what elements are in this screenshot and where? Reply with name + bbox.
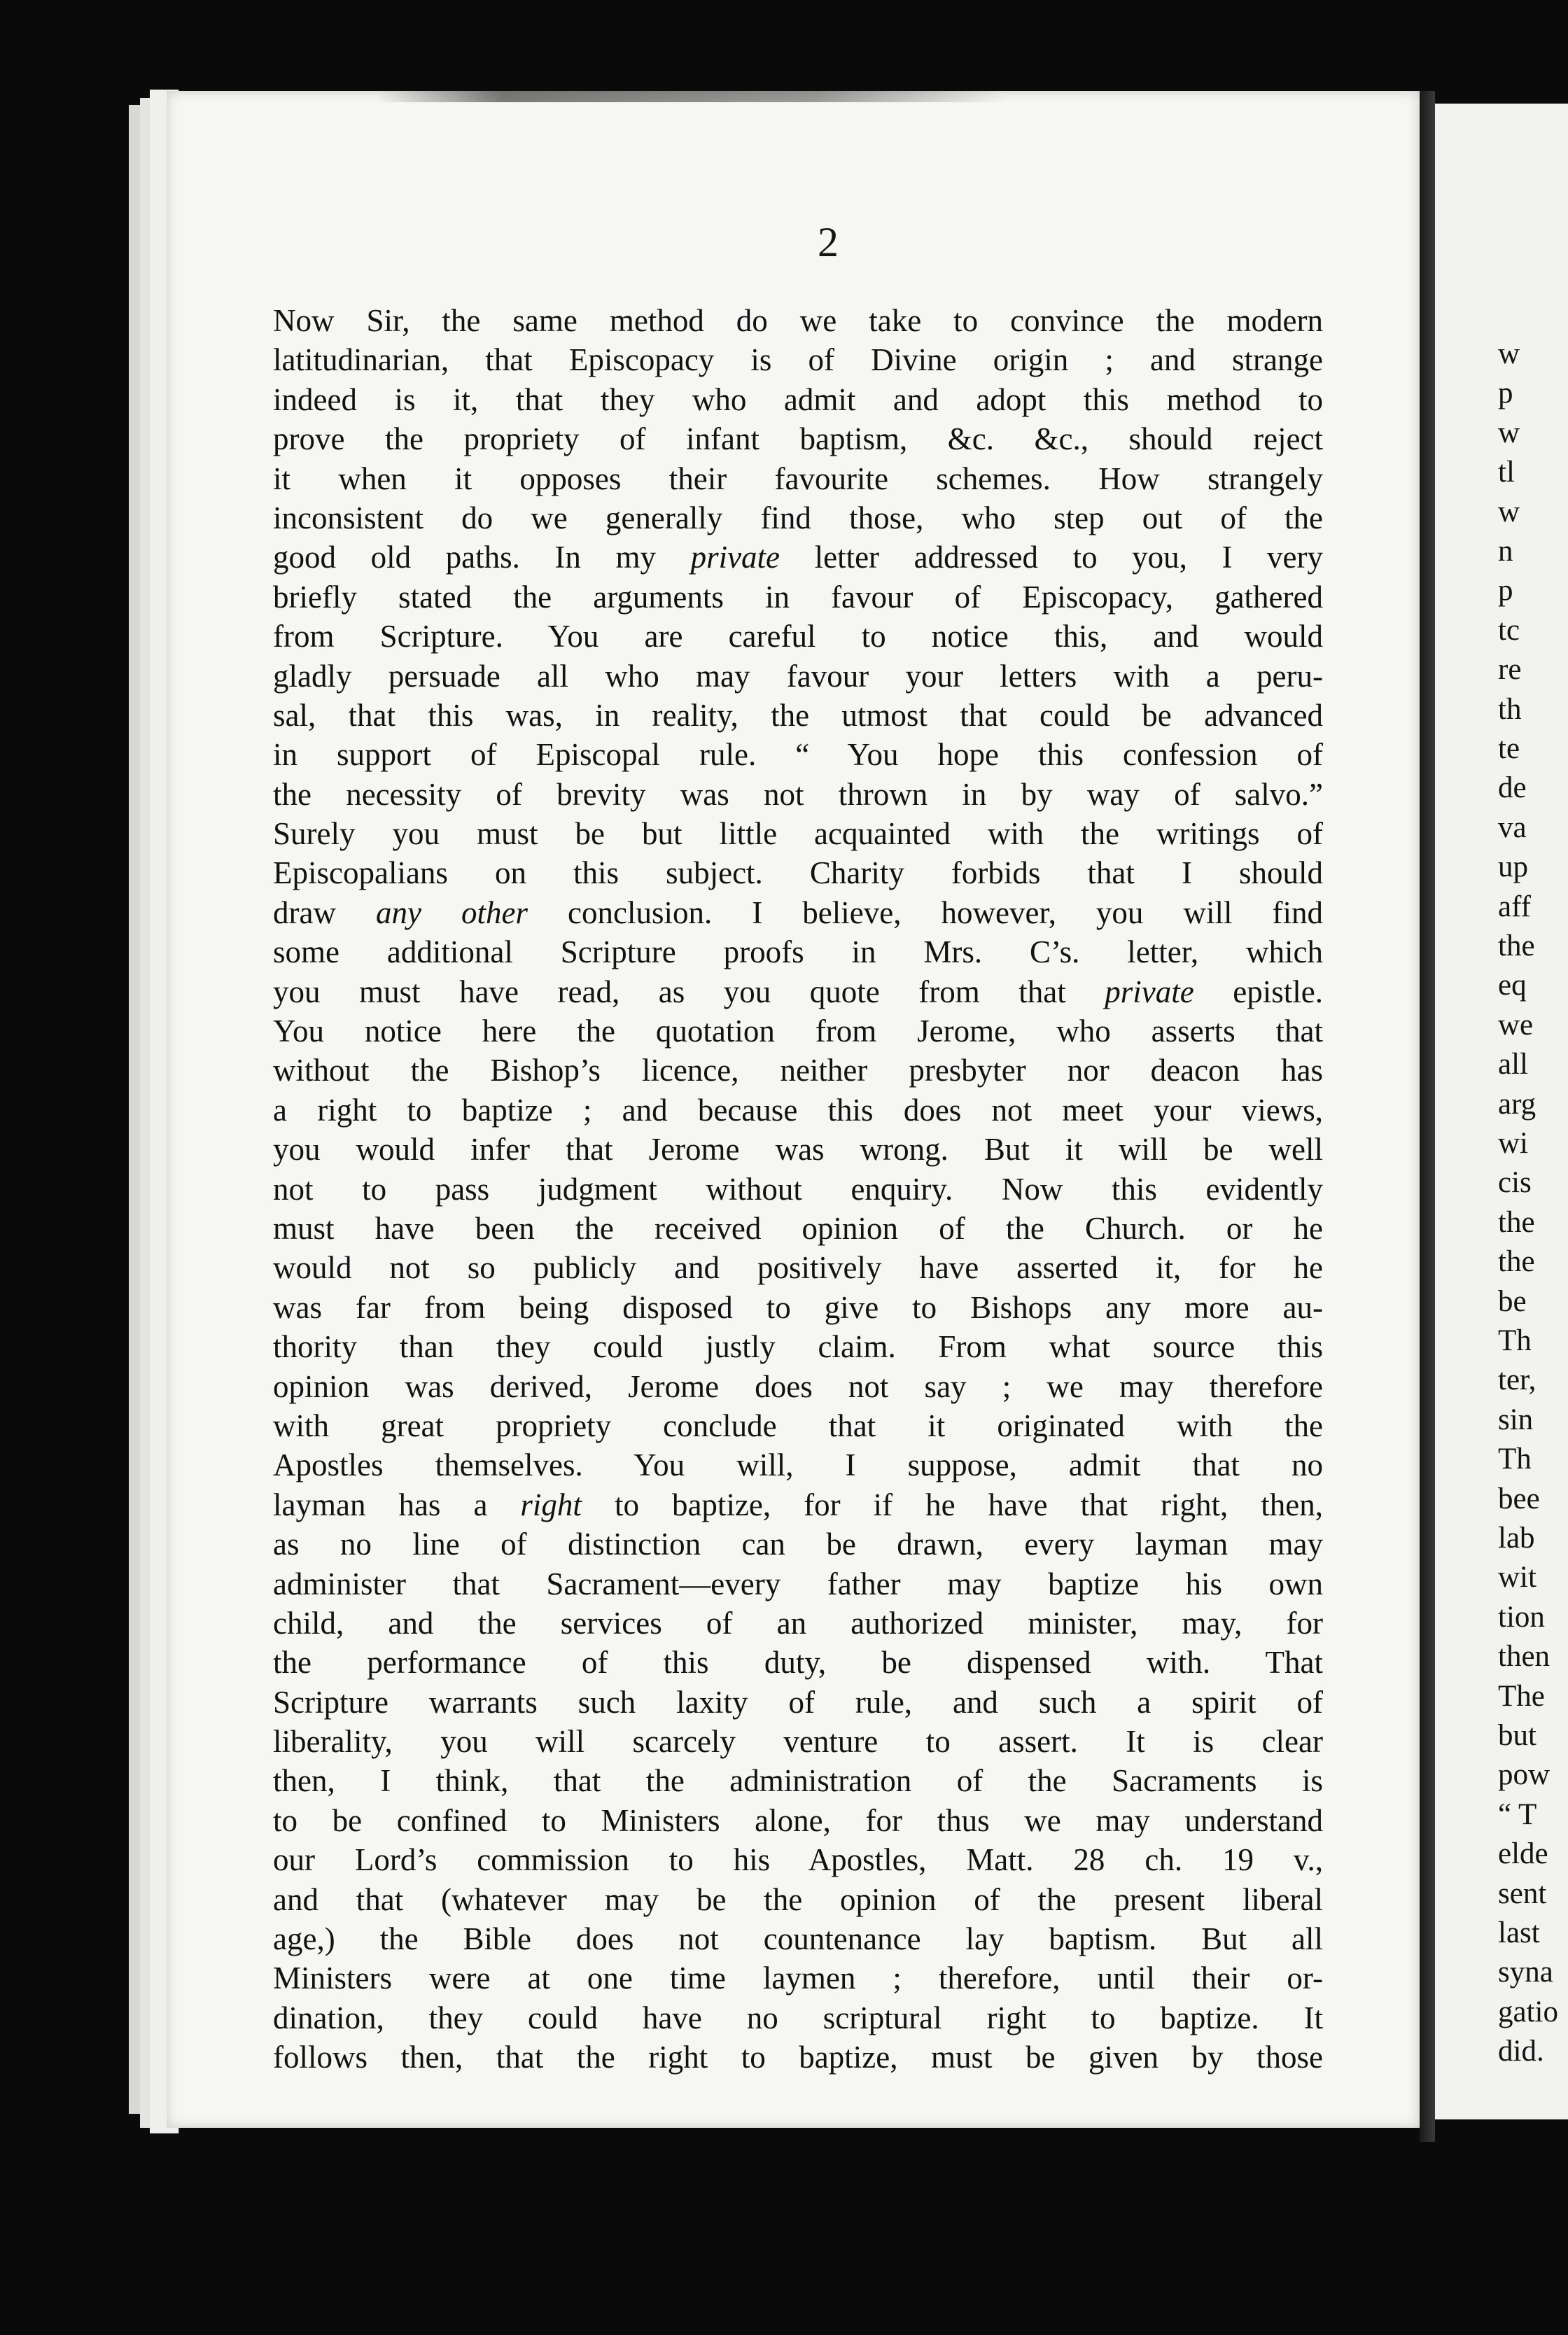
- text-line: [273, 1919, 1323, 1958]
- text-line: [273, 380, 1323, 419]
- text-line: [273, 340, 1323, 379]
- facing-page-fragment: elde: [1498, 1837, 1548, 1871]
- text-line: [273, 577, 1323, 617]
- text-run: some additional Scripture proofs in Mrs. C’s. letter, which: [273, 934, 1323, 970]
- text-line: [273, 893, 1323, 932]
- text-line: [273, 1524, 1323, 1564]
- text-run: you would infer that Jerome was wrong. But it will be well: [273, 1132, 1323, 1168]
- text-line: [273, 1643, 1323, 1682]
- text-run: Apostles themselves. You will, I suppose, admit that no: [273, 1447, 1323, 1483]
- text-line: [273, 538, 1323, 577]
- text-line: [273, 1091, 1323, 1130]
- text-run: with great propriety conclude that it originated with the: [273, 1408, 1323, 1443]
- facing-page-fragment: we: [1498, 1008, 1534, 1042]
- text-run: the necessity of brevity was not thrown in by way of salvo.”: [273, 776, 1323, 812]
- facing-page-fragment: the: [1498, 1245, 1535, 1279]
- text-run: was far from being disposed to give to Bishops any more au-: [273, 1289, 1323, 1325]
- facing-page-fragment: syna: [1498, 1956, 1553, 1989]
- text-line: [273, 735, 1323, 774]
- text-run: layman has a: [273, 1487, 521, 1522]
- text-run: you must have read, as you quote from that: [273, 974, 1105, 1009]
- facing-page-fragment: The: [1498, 1679, 1545, 1713]
- facing-page-fragment: did.: [1498, 2035, 1544, 2068]
- italic-text-run: private: [690, 540, 780, 575]
- text-run: child, and the services of an authorized minister, may, for: [273, 1605, 1323, 1641]
- text-run: without the Bishop’s licence, neither presbyter nor deacon has: [273, 1053, 1323, 1088]
- text-line: [273, 1604, 1323, 1643]
- text-run: dination, they could have no scriptural right to baptize. It: [273, 2000, 1323, 2035]
- italic-text-run: any other: [376, 895, 528, 930]
- text-run: to be confined to Ministers alone, for thus we may understand: [273, 1802, 1323, 1838]
- facing-page-fragment: sent: [1498, 1877, 1547, 1910]
- text-run: must have been the received opinion of the Church. or he: [273, 1210, 1323, 1246]
- text-line: [273, 1367, 1323, 1406]
- facing-page-fragment: ter,: [1498, 1363, 1536, 1397]
- text-line: [273, 1406, 1323, 1445]
- text-line: [273, 1564, 1323, 1604]
- facing-page-fragment: tc: [1498, 613, 1520, 647]
- italic-text-run: right: [520, 1487, 582, 1522]
- facing-page-fragment: w: [1498, 337, 1520, 370]
- text-line: [273, 1801, 1323, 1840]
- text-run: our Lord’s commission to his Apostles, Matt. 28 ch. 19 v.,: [273, 1842, 1323, 1878]
- facing-page-fragment: lab: [1498, 1522, 1535, 1555]
- facing-page-fragment: th: [1498, 692, 1522, 726]
- torn-edge-shadow: [377, 91, 1007, 102]
- facing-page-fragment: sin: [1498, 1403, 1534, 1436]
- facing-page-fragment: te: [1498, 732, 1520, 765]
- text-line: [273, 1445, 1323, 1485]
- text-line: [273, 1248, 1323, 1287]
- facing-page-fragment: tion: [1498, 1600, 1545, 1634]
- facing-page-fragment: p: [1498, 377, 1513, 410]
- text-run: briefly stated the arguments in favour of Episcopacy, gathered: [273, 579, 1323, 615]
- facing-page-fragment: va: [1498, 811, 1527, 844]
- page-number: 2: [818, 219, 839, 265]
- text-run: in support of Episcopal rule. “ You hope this confession of: [273, 737, 1323, 773]
- text-run: You notice here the quotation from Jerome, who asserts that: [273, 1014, 1323, 1049]
- text-line: [273, 696, 1323, 735]
- text-line: [273, 2038, 1323, 2077]
- facing-page-fragment: Th: [1498, 1324, 1532, 1357]
- text-line: [273, 932, 1323, 972]
- text-run: sal, that this was, in reality, the utmost that could be advanced: [273, 697, 1323, 733]
- text-line: [273, 1130, 1323, 1169]
- text-run: epistle.: [1194, 974, 1324, 1009]
- facing-page-fragment: up: [1498, 850, 1528, 884]
- text-run: follows then, that the right to baptize, must be given by those: [273, 2040, 1323, 2075]
- facing-page-fragment: then: [1498, 1640, 1550, 1674]
- text-run: liberality, you will scarcely venture to assert. It is clear: [273, 1724, 1323, 1760]
- text-line: [273, 1683, 1323, 1722]
- text-line: [273, 1998, 1323, 2038]
- text-run: then, I think, that the administration of the Sacraments is: [273, 1763, 1323, 1799]
- text-run: would not so publicly and positively have asserted it, for he: [273, 1250, 1323, 1286]
- text-run: gladly persuade all who may favour your letters with a peru-: [273, 658, 1323, 694]
- text-line: [273, 657, 1323, 696]
- text-line: [273, 1958, 1323, 1998]
- text-line: [273, 972, 1323, 1011]
- facing-page-fragment: p: [1498, 574, 1513, 608]
- text-line: [273, 1761, 1323, 1800]
- text-line: [273, 617, 1323, 656]
- text-line: [273, 1288, 1323, 1327]
- text-run: indeed is it, that they who admit and adopt this method to: [273, 381, 1323, 417]
- facing-page: [1435, 104, 1568, 2119]
- text-line: [273, 1840, 1323, 1879]
- text-run: administer that Sacrament—every father may baptize his own: [273, 1566, 1323, 1601]
- facing-page-fragment: “ T: [1498, 1797, 1537, 1831]
- text-line: [273, 853, 1323, 892]
- facing-page-fragment: Th: [1498, 1443, 1532, 1476]
- text-run: Surely you must be but little acquainted with the writings of: [273, 816, 1323, 852]
- facing-page-fragment: w: [1498, 495, 1520, 528]
- text-run: Now Sir, the same method do we take to convince the modern: [273, 303, 1323, 338]
- text-run: Episcopalians on this subject. Charity forbids that I should: [273, 855, 1323, 891]
- facing-page-fragment: eq: [1498, 969, 1527, 1002]
- facing-page-fragment: all: [1498, 1048, 1528, 1081]
- text-line: [273, 459, 1323, 498]
- text-run: Ministers were at one time laymen ; therefore, until their or-: [273, 1961, 1323, 1996]
- italic-text-run: private: [1105, 974, 1194, 1009]
- facing-page-fragment: aff: [1498, 890, 1531, 923]
- text-run: good old paths. In my: [273, 540, 691, 575]
- facing-page-fragment: re: [1498, 653, 1522, 687]
- text-run: latitudinarian, that Episcopacy is of Divine origin ; and strange: [273, 342, 1323, 378]
- text-run: not to pass judgment without enquiry. Now this evidently: [273, 1171, 1323, 1207]
- facing-page-fragment: tl: [1498, 456, 1515, 489]
- text-run: draw: [273, 895, 376, 930]
- facing-page-fragment: be: [1498, 1284, 1527, 1318]
- text-run: a right to baptize ; and because this does not meet your views,: [273, 1092, 1323, 1128]
- text-run: letter addressed to you, I very: [780, 540, 1323, 575]
- text-line: [273, 1327, 1323, 1366]
- text-line: [273, 1051, 1323, 1090]
- text-line: [273, 1485, 1323, 1524]
- text-run: the performance of this duty, be dispensed with. That: [273, 1645, 1323, 1681]
- text-line: [273, 1880, 1323, 1919]
- facing-page-fragment: bee: [1498, 1482, 1540, 1515]
- facing-page-fragment: arg: [1498, 1087, 1536, 1121]
- book-page: [167, 91, 1420, 2128]
- text-run: from Scripture. You are careful to notice this, and would: [273, 619, 1323, 654]
- text-line: [273, 419, 1323, 458]
- text-line: [273, 1011, 1323, 1051]
- text-run: conclusion. I believe, however, you will find: [528, 895, 1323, 930]
- facing-page-fragment: cis: [1498, 1166, 1532, 1200]
- book-gutter: [1420, 91, 1435, 2142]
- facing-page-fragment: the: [1498, 1205, 1535, 1239]
- text-line: [273, 1209, 1323, 1248]
- text-run: to baptize, for if he have that right, then,: [581, 1487, 1323, 1522]
- text-line: [273, 498, 1323, 538]
- text-run: and that (whatever may be the opinion of the present liberal: [273, 1881, 1323, 1917]
- text-line: [273, 301, 1323, 340]
- text-run: thority than they could justly claim. From what source this: [273, 1329, 1323, 1365]
- text-run: prove the propriety of infant baptism, &c. &c., should reject: [273, 421, 1323, 457]
- facing-page-fragment: de: [1498, 771, 1527, 805]
- text-run: it when it opposes their favourite schemes. How strangely: [273, 461, 1323, 496]
- text-run: opinion was derived, Jerome does not say ; we may therefore: [273, 1368, 1323, 1404]
- facing-page-fragment: gatio: [1498, 1995, 1558, 2028]
- text-line: [273, 775, 1323, 814]
- facing-page-fragment: pow: [1498, 1758, 1550, 1792]
- facing-page-fragment: w: [1498, 416, 1520, 449]
- facing-page-fragment: but: [1498, 1719, 1536, 1752]
- text-run: inconsistent do we generally find those, who step out of the: [273, 500, 1323, 535]
- text-run: age,) the Bible does not countenance lay baptism. But all: [273, 1921, 1323, 1957]
- text-run: Scripture warrants such laxity of rule, and such a spirit of: [273, 1684, 1323, 1720]
- facing-page-fragment: wi: [1498, 1127, 1528, 1160]
- text-line: [273, 814, 1323, 853]
- facing-page-fragment: wit: [1498, 1561, 1536, 1594]
- page-body-text: [273, 301, 1323, 2077]
- facing-page-fragment: n: [1498, 535, 1513, 568]
- text-run: as no line of distinction can be drawn, every layman may: [273, 1527, 1323, 1562]
- text-line: [273, 1170, 1323, 1209]
- text-line: [273, 1722, 1323, 1761]
- facing-page-fragment: last: [1498, 1916, 1540, 1949]
- facing-page-fragment: the: [1498, 930, 1535, 962]
